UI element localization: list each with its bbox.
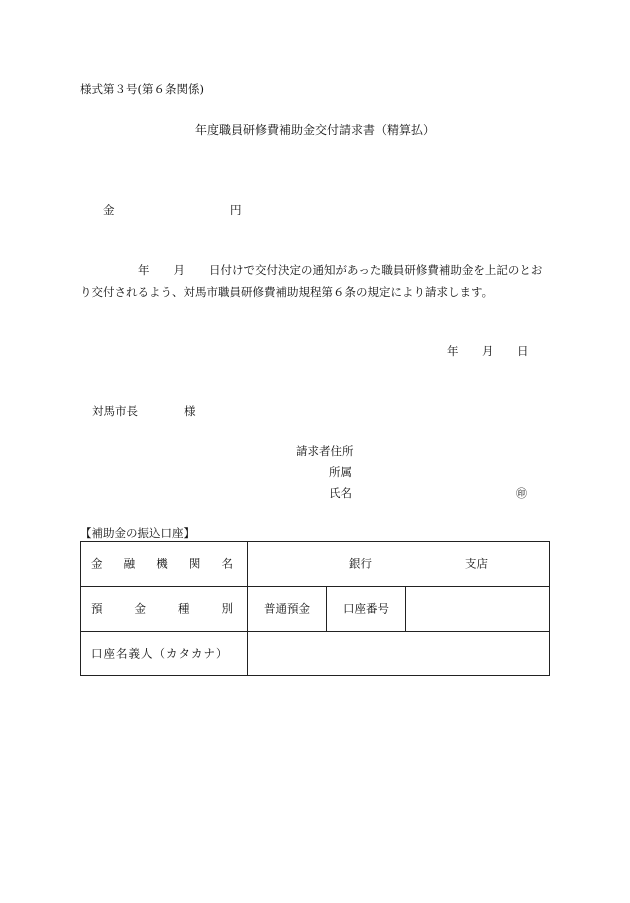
- deposit-type-label-cell: [81, 587, 248, 631]
- bank-name-label-cell: [81, 542, 248, 586]
- addressee-name: 対馬市長: [92, 404, 138, 418]
- label-char: 金: [134, 601, 146, 616]
- bank-name-label: [91, 558, 233, 570]
- addressee-honorific: 様: [184, 404, 196, 418]
- account-holder-row: [81, 632, 549, 675]
- label-char: 別: [221, 601, 233, 616]
- label-char: 金: [91, 556, 103, 571]
- account-holder-label: 口座名義人（カタカナ）: [91, 645, 229, 660]
- bank-name-row: [81, 542, 549, 587]
- account-heading: 【補助金の振込口座】: [80, 526, 195, 540]
- form-number: 様式第３号(第６条関係): [80, 82, 204, 96]
- date-day: 日: [517, 344, 529, 358]
- account-holder-label-cell: [81, 632, 248, 675]
- account-number-field[interactable]: [406, 587, 549, 631]
- deposit-type-label: [91, 603, 233, 615]
- body-text-rest: 日付けで交付決定の通知があった職員研修費補助金を上記のとお: [209, 263, 543, 277]
- claimant-department-label: 所属: [329, 465, 352, 479]
- label-char: 名: [221, 556, 233, 571]
- amount-unit: 円: [230, 203, 242, 217]
- account-number-label: 口座番号: [343, 601, 389, 616]
- document-title: 年度職員研修費補助金交付請求書（精算払）: [194, 123, 435, 137]
- amount-prefix: 金: [103, 203, 115, 217]
- label-char: 預: [91, 601, 103, 616]
- deposit-type-value: 普通預金: [264, 601, 310, 616]
- bank-suffix: 銀行: [349, 556, 372, 571]
- label-char: 関: [188, 556, 201, 571]
- label-char: 種: [178, 601, 190, 616]
- seal-mark: ㊞: [516, 487, 527, 500]
- deposit-type-row: [81, 587, 549, 632]
- date-month: 月: [482, 344, 494, 358]
- body-month: 月: [173, 263, 185, 277]
- claimant-address-label: 請求者住所: [296, 444, 354, 458]
- label-char: 融: [123, 556, 136, 571]
- label-char: 機: [156, 556, 168, 571]
- claimant-name-label: 氏名: [329, 486, 352, 500]
- body-year: 年: [138, 263, 150, 277]
- body-text-line-1: [80, 265, 542, 277]
- account-number-label-cell: [327, 587, 406, 631]
- branch-suffix: 支店: [465, 556, 488, 571]
- deposit-type-cell: [248, 587, 327, 631]
- bank-account-table: [80, 541, 550, 676]
- body-text-line-2: り交付されるよう、対馬市職員研修費補助規程第６条の規定により請求します。: [80, 285, 494, 299]
- date-year: 年: [447, 344, 459, 358]
